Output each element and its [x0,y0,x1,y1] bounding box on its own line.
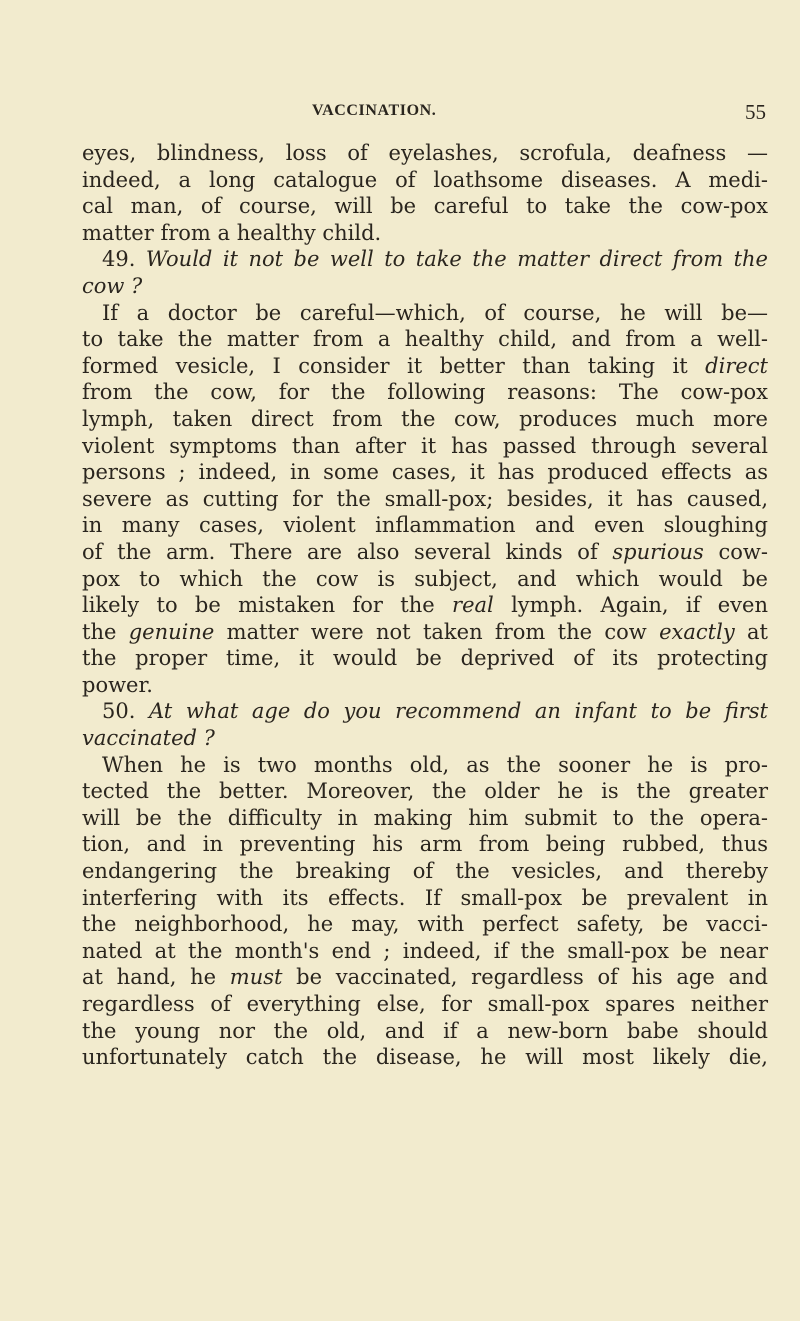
body-text [82,140,768,1071]
text-line: likely to be mistaken for the real lymph. Again, if even [82,593,768,618]
text-line: at hand, he must be vaccinated, regardless of his age and [82,965,768,990]
text-line: lymph, taken direct from the cow, produces much more [82,406,768,431]
text-line: endangering the breaking of the vesicles, and thereby [82,859,768,884]
question-49-line: cow ? [82,273,143,298]
text-line: power. [82,672,153,697]
text-line: When he is two months old, as the sooner he is pro- [102,752,768,777]
text-line: regardless of everything else, for small-pox spares neither [82,992,768,1016]
text-line: persons ; indeed, in some cases, it has produced effects as [82,460,768,485]
text-line: tion, and in preventing his arm from being rubbed, thus [82,832,768,857]
question-49-line: 49. Would it not be well to take the matter direct from the [102,247,768,272]
text-line: severe as cutting for the small-pox; besides, it has caused, [82,486,768,511]
text-line: If a doctor be careful—which, of course, he will be— [102,300,768,325]
question-50-line: vaccinated ? [82,726,215,751]
text-line: formed vesicle, I consider it better than taking it direct [82,353,768,378]
text-line: the neighborhood, he may, with perfect safety, be vacci- [82,912,768,937]
text-line: indeed, a long catalogue of loathsome diseases. A medi- [82,167,768,192]
text-line: the genuine matter were not taken from the cow exactly at [82,619,768,644]
text-line: tected the better. Moreover, the older he is the greater [82,779,768,804]
text-line: interfering with its effects. If small-pox be prevalent in [82,885,768,910]
text-line: violent symptoms than after it has passed through several [82,433,768,458]
text-line: cal man, of course, will be careful to take the cow-pox [82,194,768,219]
text-line: matter from a healthy child. [82,220,382,245]
text-line: the young nor the old, and if a new-born babe should [82,1018,768,1043]
running-head [80,102,766,126]
text-line: in many cases, violent inflammation and even sloughing [82,513,768,538]
question-50-line: 50. At what age do you recommend an infant to be first [102,699,768,724]
running-title: VACCINATION. [312,102,437,119]
text-line: of the arm. There are also several kinds of spurious cow- [82,539,768,564]
text-line: from the cow, for the following reasons: The cow-pox [82,380,768,405]
text-line: eyes, blindness, loss of eyelashes, scrofula, deafness — [82,141,768,165]
text-line: pox to which the cow is subject, and which would be [82,566,768,591]
text-line: the proper time, it would be deprived of its protecting [82,646,768,671]
text-line: nated at the month's end ; indeed, if the small-pox be near [82,938,768,963]
text-line: unfortunately catch the disease, he will most likely die, [82,1045,768,1070]
text-line: will be the difficulty in making him submit to the opera- [82,805,768,830]
text-line: to take the matter from a healthy child, and from a well- [82,327,768,352]
page-number: 55 [745,100,766,124]
